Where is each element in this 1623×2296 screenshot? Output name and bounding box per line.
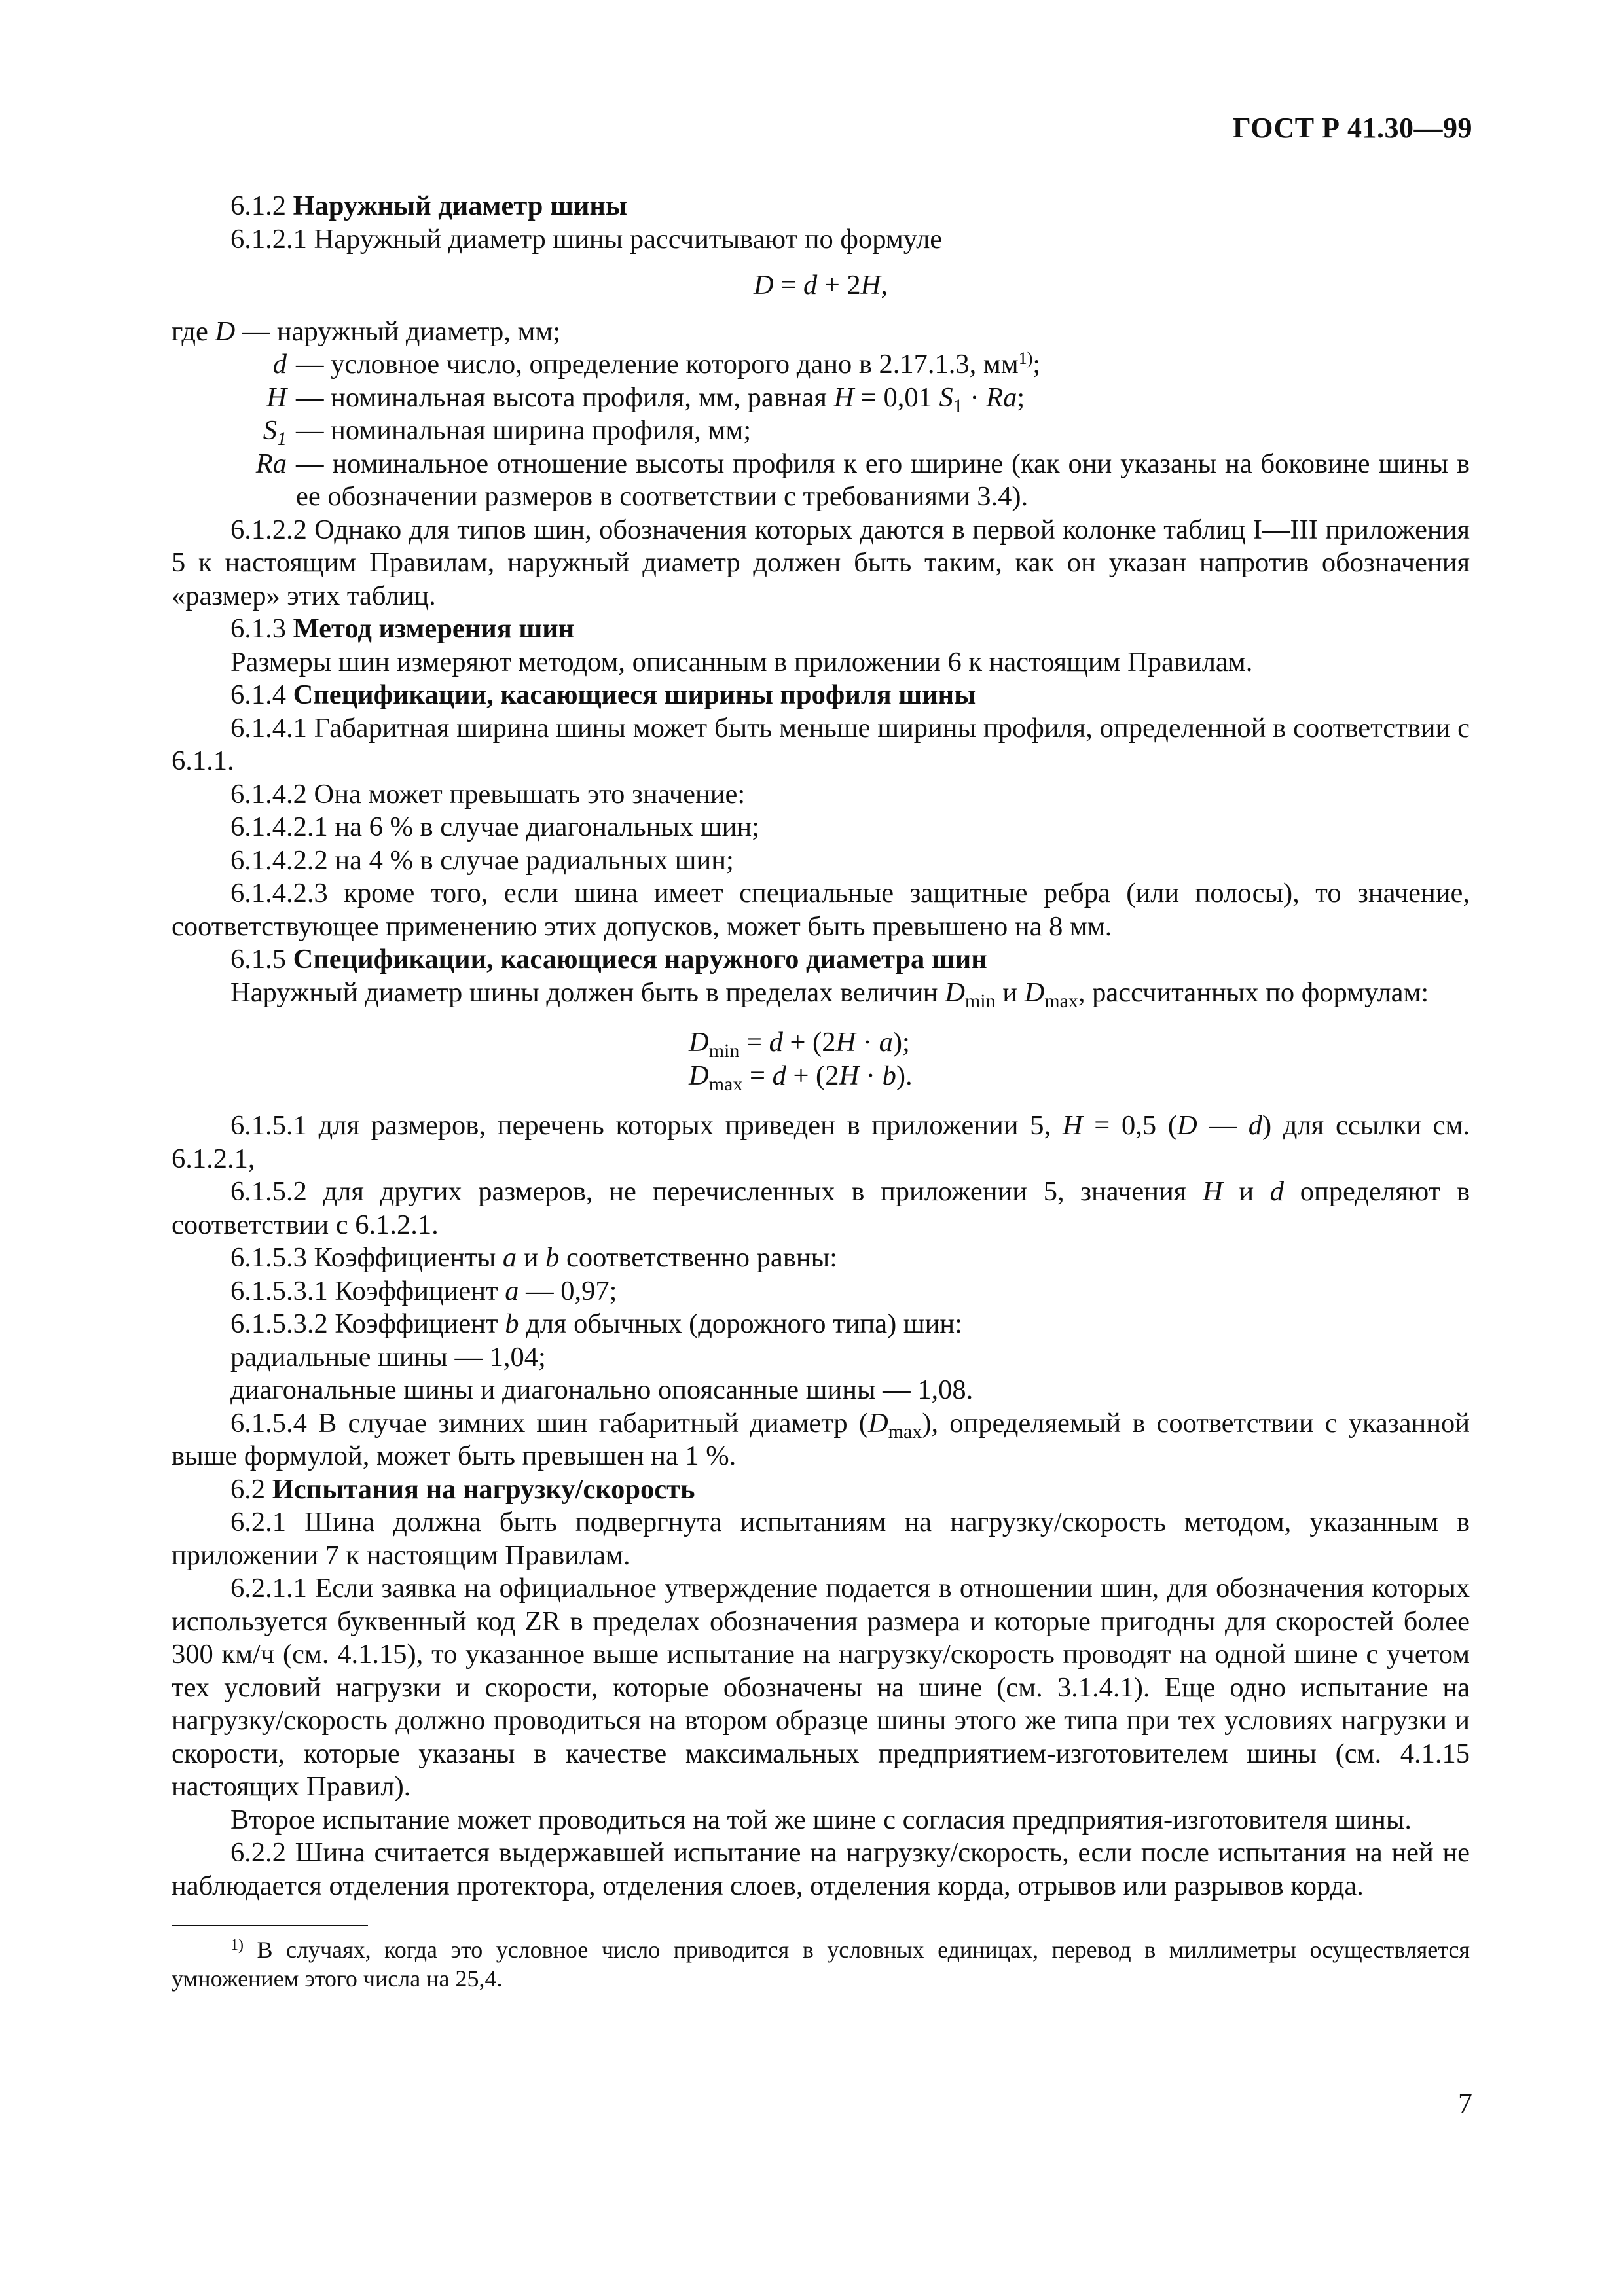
definition-term: d — [272, 349, 287, 380]
formula-var: H — [839, 1060, 860, 1091]
formula-var: D — [689, 1027, 709, 1058]
formula-var: D — [945, 977, 965, 1008]
paragraph-text: = 0,5 ( — [1082, 1110, 1177, 1141]
paragraph-second-test: Второе испытание может проводиться на той же шине с согласия предприятия-изготовителя шины. — [230, 1804, 1412, 1835]
section-title: Метод измерения шин — [293, 613, 575, 644]
formula-dmin-dmax — [689, 1026, 1470, 1095]
page-content — [172, 190, 1470, 1993]
formula-var: a — [879, 1027, 893, 1058]
definition-S1 — [172, 414, 1470, 448]
paragraph-6-2-1-1: 6.2.1.1 Если заявка на официальное утверждение подается в отношении шин, для обозначения которых используется буквенный код ZR в пределах обозначения размера и которые пригодны для скоростей более 300 км/ч (см. 4.1.15), то указанное выше испытание на нагрузку/скорость проводят на одной шине с учетом тех условий нагрузки и скорости, которые обозначены на шине (см. 3.1.4.1). Еще одно испытание на нагрузку/скорость должно проводиться на втором образце шины этого же типа при тех условиях нагрузки и скорости, которые указаны в качестве максимальных предприятием-изготовителем шины (см. 4.1.15 настоящих Правил). — [172, 1573, 1470, 1802]
formula-dmax — [689, 1060, 1470, 1093]
section-title: Спецификации, касающиеся наружного диаметра шин — [293, 944, 987, 975]
formula-var: d — [769, 1027, 783, 1058]
formula-var: H — [1062, 1110, 1083, 1141]
paragraph-6-1-4-2: 6.1.4.2 Она может превышать это значение: — [230, 778, 746, 810]
formula-subscript: min — [708, 1040, 740, 1062]
formula-var: H — [1202, 1176, 1223, 1207]
formula-op: = — [773, 270, 803, 300]
section-number: 6.1.4 — [230, 679, 286, 710]
definition-term: D — [215, 315, 236, 347]
definition-punct: ; — [1032, 349, 1041, 380]
formula-op: = 0,01 — [854, 382, 939, 413]
section-number: 6.2 — [230, 1473, 266, 1505]
definition-text: — номинальная высота профиля, мм, равная — [296, 382, 834, 413]
definition-text: — наружный диаметр, мм; — [235, 315, 561, 347]
coefficient-diagonal: диагональные шины и диагонально опоясанные шины — 1,08. — [230, 1374, 974, 1405]
formula-var: b — [545, 1242, 560, 1273]
paragraph-6-1-4-2-2: 6.1.4.2.2 на 4 % в случае радиальных шин; — [230, 844, 734, 876]
formula-punct: , — [881, 270, 888, 300]
formula-var: D — [689, 1060, 709, 1091]
definition-text: — номинальное отношение высоты профиля к его ширине (как они указаны на боковине шины в ее обозначении размеров в соответствии с требованиями 3.4). — [296, 448, 1470, 512]
formula-op: = — [739, 1027, 769, 1058]
paragraph-text: 6.1.5.3.2 Коэффициент — [230, 1308, 505, 1339]
formula-var: D — [754, 270, 774, 300]
section-6-1-4-heading — [172, 679, 1470, 712]
formula-outer-diameter — [172, 269, 1470, 302]
definition-term: Ra — [255, 448, 287, 479]
definition-text: — условное число, определение которого дано в 2.17.1.3, мм — [296, 349, 1019, 380]
definition-Ra — [172, 448, 1470, 514]
paragraph-6-1-3: Размеры шин измеряют методом, описанным в приложении 6 к настоящим Правилам. — [230, 646, 1253, 677]
paragraph-text: ), определяемый в соответствии с указанной выше формулой, может быть превышен на 1 %. — [172, 1407, 1470, 1471]
paragraph-6-1-5 — [172, 977, 1470, 1010]
paragraph-6-1-2-1: 6.1.2.1 Наружный диаметр шины рассчитывают по формуле — [230, 223, 943, 255]
paragraph-text: и — [995, 977, 1025, 1008]
definitions-list — [172, 315, 1470, 514]
paragraph-text: и — [517, 1242, 546, 1273]
formula-punct: ). — [896, 1060, 913, 1091]
page-number: 7 — [1458, 2087, 1472, 2119]
definition-term: S — [263, 415, 277, 446]
formula-var: d — [803, 270, 818, 300]
formula-op: · — [859, 1060, 883, 1091]
definition-text: — номинальная ширина профиля, мм; — [296, 415, 752, 446]
formula-var: b — [882, 1060, 896, 1091]
paragraph-text: для обычных (дорожного типа) шин: — [519, 1308, 962, 1339]
paragraph-text: 6.1.5.3 Коэффициенты — [230, 1242, 503, 1273]
paragraph-6-1-5-1 — [172, 1109, 1470, 1175]
section-6-1-3-heading — [172, 613, 1470, 646]
section-6-2-heading — [172, 1473, 1470, 1507]
formula-op: + (2 — [786, 1060, 839, 1091]
footnote-reference: 1) — [1018, 349, 1033, 368]
section-number: 6.1.3 — [230, 613, 286, 644]
definition-H — [172, 382, 1470, 415]
formula-punct: ); — [892, 1027, 910, 1058]
paragraph-6-1-5-3-1 — [172, 1275, 1470, 1308]
definition-d — [172, 348, 1470, 382]
formula-op: = — [742, 1060, 773, 1091]
footnote-divider — [172, 1925, 368, 1926]
formula-subscript: max — [888, 1420, 922, 1443]
paragraph-6-1-4-2-1: 6.1.4.2.1 на 6 % в случае диагональных шин; — [230, 812, 759, 842]
formula-op: · — [962, 382, 987, 413]
paragraph-6-2-2: 6.2.2 Шина считается выдержавшей испытание на нагрузку/скорость, если после испытания на ней не наблюдается отделения протектора, отделения слоев, отделения корда, отрывов или разрывов корда. — [172, 1837, 1470, 1901]
paragraph-6-1-4-2-3: 6.1.4.2.3 кроме того, если шина имеет специальные защитные ребра (или полосы), то значение, соответствующее применению этих допусков, может быть превышено на 8 мм. — [172, 878, 1470, 942]
coefficient-radial: радиальные шины — 1,04; — [230, 1341, 546, 1372]
formula-var: a — [505, 1275, 519, 1306]
paragraph-text: 6.1.5.4 В случае зимних шин габаритный диаметр ( — [230, 1407, 868, 1439]
formula-op: · — [856, 1027, 879, 1058]
formula-subscript: 1 — [953, 395, 963, 417]
definition-term: H — [266, 382, 287, 413]
paragraph-text: ) для ссылки см. 6.1.2.1, — [172, 1110, 1470, 1174]
formula-var: D — [1024, 977, 1045, 1008]
paragraph-6-1-5-3 — [172, 1242, 1470, 1275]
formula-var: a — [502, 1242, 517, 1273]
where-label: где — [172, 315, 215, 347]
section-number: 6.1.5 — [230, 944, 286, 975]
footnote-mark: 1) — [230, 1937, 244, 1954]
paragraph-6-1-5-2 — [172, 1175, 1470, 1242]
paragraph-text: — — [1197, 1110, 1249, 1141]
formula-var: S — [939, 382, 953, 413]
definition-punct: ; — [1017, 382, 1025, 413]
formula-subscript: max — [1044, 990, 1078, 1012]
section-title: Испытания на нагрузку/скорость — [272, 1473, 695, 1505]
formula-subscript: max — [708, 1073, 743, 1095]
paragraph-6-1-2-2: 6.1.2.2 Однако для типов шин, обозначения которых даются в первой колонке таблиц I—III приложения 5 к настоящим Правилам, наружный диаметр должен быть таким, как он указан напротив обозначения «размер» этих таблиц. — [172, 514, 1470, 611]
paragraph-text: — 0,97; — [519, 1275, 617, 1306]
formula-var: d — [1248, 1110, 1262, 1141]
formula-var: b — [505, 1308, 519, 1339]
formula-op: + 2 — [817, 270, 861, 300]
paragraph-text: Наружный диаметр шины должен быть в пределах величин — [230, 977, 945, 1008]
paragraph-text: определяют в соответствии с 6.1.2.1. — [172, 1176, 1470, 1240]
formula-var: D — [1177, 1110, 1197, 1141]
formula-var: d — [772, 1060, 786, 1091]
paragraph-text: 6.1.5.2 для других размеров, не перечисленных в приложении 5, значения — [230, 1176, 1203, 1207]
document-code: ГОСТ Р 41.30—99 — [1232, 112, 1472, 144]
paragraph-text: 6.1.5.3.1 Коэффициент — [230, 1275, 505, 1306]
formula-dmin — [689, 1026, 1470, 1060]
formula-var: H — [833, 382, 854, 413]
paragraph-6-1-5-3-2 — [172, 1308, 1470, 1341]
formula-subscript: min — [964, 990, 996, 1012]
formula-subscript: 1 — [277, 428, 287, 450]
section-title: Спецификации, касающиеся ширины профиля шины — [293, 679, 976, 710]
paragraph-text: 6.1.5.1 для размеров, перечень которых приведен в приложении 5, — [230, 1110, 1063, 1141]
paragraph-text: и — [1222, 1176, 1270, 1207]
formula-op: + (2 — [782, 1027, 836, 1058]
section-title: Наружный диаметр шины — [293, 190, 628, 221]
section-number: 6.1.2 — [230, 190, 286, 221]
section-6-1-2-heading — [172, 190, 1470, 223]
formula-var: H — [860, 270, 881, 300]
formula-var: d — [1269, 1176, 1285, 1207]
paragraph-text: соответственно равны: — [559, 1242, 837, 1273]
formula-var: D — [867, 1407, 888, 1439]
formula-var: Ra — [986, 382, 1017, 413]
paragraph-6-1-4-1: 6.1.4.1 Габаритная ширина шины может быть меньше ширины профиля, определенной в соответствии с 6.1.1. — [172, 712, 1470, 776]
footnote — [172, 1935, 1470, 1993]
paragraph-6-1-5-4 — [172, 1407, 1470, 1473]
paragraph-6-2-1: 6.2.1 Шина должна быть подвергнута испытаниям на нагрузку/скорость методом, указанным в приложении 7 к настоящим Правилам. — [172, 1507, 1470, 1571]
footnote-text: В случаях, когда это условное число приводится в условных единицах, перевод в миллиметры осуществляется умножением этого числа на 25,4. — [172, 1937, 1470, 1992]
paragraph-text: , рассчитанных по формулам: — [1078, 977, 1429, 1008]
definition-D — [172, 315, 1470, 349]
section-6-1-5-heading — [172, 943, 1470, 977]
formula-var: H — [835, 1027, 856, 1058]
